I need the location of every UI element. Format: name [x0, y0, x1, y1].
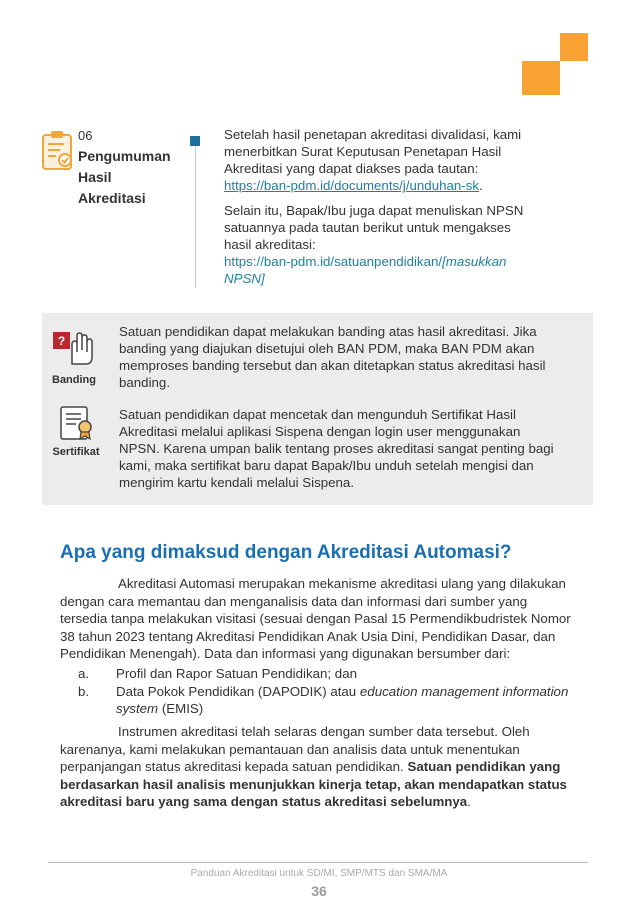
svg-text:?: ?	[57, 334, 66, 348]
list-item: a. Profil dan Rapor Satuan Pendidikan; dan	[78, 666, 357, 681]
banding-text: Satuan pendidikan dapat melakukan banding atas hasil akreditasi. Jika banding yang diajukan disetujui oleh BAN PDM, maka BAN PDM akan memproses banding tersebut dan akan ditetapkan status akreditasi hasil banding.	[119, 324, 546, 390]
step-icon	[40, 130, 76, 172]
certificate-icon	[58, 405, 98, 441]
section-paragraph-1: Akreditasi Automasi merupakan mekanisme akreditasi ulang yang dilakukan dengan cara memantau dan menganalisis data dan informasi dari sumber yang tersedia tanpa melakukan visitasi (sesuai dengan Pasal 15 Permendikbudristek Nomor 38 tahun 2023 tentang Akreditasi Pendidikan Anak Usia Dini, Pendidikan Dasar, dan Pendidikan Menengah). Data dan informasi yang digunakan bersumber dari:	[60, 576, 571, 661]
step-paragraph-2: Selain itu, Bapak/Ibu juga dapat menuliskan NPSN satuannya pada tautan berikut untuk mengakses hasil akreditasi: https://ban-pdm.id/satuanpendidikan/[masukkan NPSN]	[224, 202, 584, 287]
npsn-link[interactable]: https://ban-pdm.id/satuanpendidikan/[masukkan	[224, 254, 507, 269]
footer-divider	[48, 862, 588, 863]
step-marker	[190, 136, 200, 146]
sertifikat-icon-wrap	[58, 405, 98, 441]
sertifikat-text: Satuan pendidikan dapat mencetak dan mengunduh Sertifikat Hasil Akreditasi melalui aplikasi Sispena dengan login user menggunakan NPSN. Karena umpan balik tentang proses akreditasi sangat penting bagi kami, maka sertifikat baru dapat Bapak/Ibu unduh setelah mengisi dan mengirim kartu kendali melalui Sispena.	[119, 407, 554, 490]
banding-icon-wrap	[48, 330, 98, 366]
step-number: 06	[78, 128, 93, 143]
step-paragraph-1: Setelah hasil penetapan akreditasi divalidasi, kami menerbitkan Surat Keputusan Penetapan Hasil Akreditasi yang dapat diakses pada tautan: https://ban-pdm.id/documents/j/unduhan-sk.	[224, 127, 522, 193]
step-title: Pengumuman Hasil Akreditasi	[78, 148, 171, 206]
list-item: b. Data Pokok Pendidikan (DAPODIK) atau education management information	[78, 683, 569, 699]
page-number: 36	[311, 883, 327, 899]
clipboard-check-icon	[40, 130, 76, 172]
footer-text: Panduan Akreditasi untuk SD/MI, SMP/MTS dan SMA/MA	[190, 868, 448, 879]
unduhan-sk-link[interactable]: https://ban-pdm.id/documents/j/unduhan-sk	[224, 178, 480, 193]
source-list: a. Profil dan Rapor Satuan Pendidikan; dan b. Data Pokok Pendidikan (DAPODIK) atau education management information system (EMIS)	[60, 665, 600, 718]
sertifikat-label: Sertifikat	[52, 446, 100, 458]
section-paragraph-2: Instrumen akreditasi telah selaras dengan sumber data tersebut. Oleh karenanya, kami melakukan pemantauan dan analisis data untuk menentukan perpanjangan status akreditasi kepada satuan pendidikan. Satuan pendidikan yang berdasarkan hasil analisis menunjukkan kinerja tetap, akan mendapatkan status akreditasi baru yang sama dengan status akreditasi sebelumnya.	[60, 724, 567, 809]
section-heading: Apa yang dimaksud dengan Akreditasi Automasi?	[60, 542, 512, 563]
banding-label: Banding	[52, 374, 96, 386]
step-divider	[195, 138, 196, 288]
hand-question-icon	[48, 330, 98, 366]
